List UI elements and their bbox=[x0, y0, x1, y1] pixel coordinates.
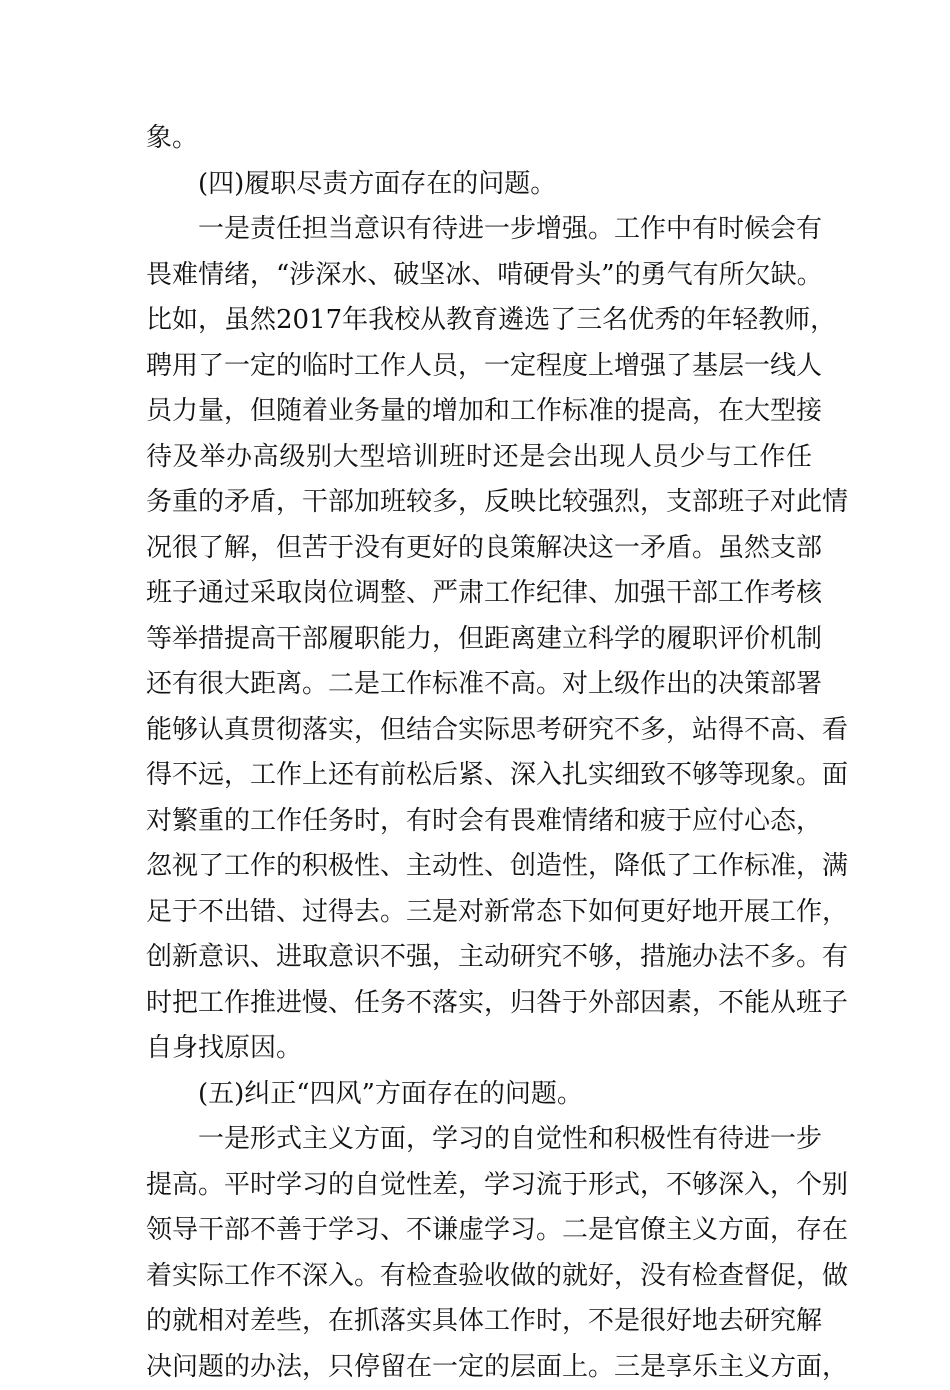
text-line: 待及举办高级别大型培训班时还是会出现人员少与工作任 bbox=[146, 435, 812, 481]
text-line: 时把工作推进慢、任务不落实，归咎于外部因素，不能从班子 bbox=[146, 981, 812, 1027]
text-line: 聘用了一定的临时工作人员，一定程度上增强了基层一线人 bbox=[146, 344, 812, 390]
document-body bbox=[146, 116, 812, 1390]
text-line: 务重的矛盾，干部加班较多，反映比较强烈，支部班子对此情 bbox=[146, 480, 812, 526]
text-line: (五)纠正“四风”方面存在的问题。 bbox=[146, 1072, 812, 1118]
text-line: 班子通过采取岗位调整、严肃工作纪律、加强干部工作考核 bbox=[146, 571, 812, 617]
text-line: 忽视了工作的积极性、主动性、创造性，降低了工作标准，满 bbox=[146, 844, 812, 890]
text-line: 的就相对差些，在抓落实具体工作时，不是很好地去研究解 bbox=[146, 1299, 812, 1345]
text-line: 得不远，工作上还有前松后紧、深入扎实细致不够等现象。面 bbox=[146, 753, 812, 799]
paragraph bbox=[146, 116, 812, 162]
text-line: (四)履职尽责方面存在的问题。 bbox=[146, 162, 812, 208]
text-line: 一是责任担当意识有待进一步增强。工作中有时候会有 bbox=[146, 207, 812, 253]
paragraph bbox=[146, 207, 812, 1072]
text-line: 领导干部不善于学习、不谦虚学习。二是官僚主义方面，存在 bbox=[146, 1208, 812, 1254]
text-line: 对繁重的工作任务时，有时会有畏难情绪和疲于应付心态， bbox=[146, 799, 812, 845]
text-line: 能够认真贯彻落实，但结合实际思考研究不多，站得不高、看 bbox=[146, 708, 812, 754]
text-line: 还有很大距离。二是工作标准不高。对上级作出的决策部署 bbox=[146, 662, 812, 708]
text-line: 提高。平时学习的自觉性差，学习流于形式，不够深入，个别 bbox=[146, 1163, 812, 1209]
text-line: 自身找原因。 bbox=[146, 1026, 812, 1072]
text-line: 况很了解，但苦于没有更好的良策解决这一矛盾。虽然支部 bbox=[146, 526, 812, 572]
section-heading bbox=[146, 162, 812, 208]
text-line: 比如，虽然2017年我校从教育遴选了三名优秀的年轻教师， bbox=[146, 298, 812, 344]
text-line: 决问题的办法，只停留在一定的层面上。三是享乐主义方面， bbox=[146, 1345, 812, 1390]
text-line: 等举措提高干部履职能力，但距离建立科学的履职评价机制 bbox=[146, 617, 812, 663]
text-line: 畏难情绪，“涉深水、破坚冰、啃硬骨头”的勇气有所欠缺。 bbox=[146, 253, 812, 299]
text-line: 足于不出错、过得去。三是对新常态下如何更好地开展工作， bbox=[146, 890, 812, 936]
text-line: 一是形式主义方面，学习的自觉性和积极性有待进一步 bbox=[146, 1117, 812, 1163]
section-heading bbox=[146, 1072, 812, 1118]
text-line: 创新意识、进取意识不强，主动研究不够，措施办法不多。有 bbox=[146, 935, 812, 981]
text-line: 象。 bbox=[146, 116, 812, 162]
text-line: 员力量，但随着业务量的增加和工作标准的提高，在大型接 bbox=[146, 389, 812, 435]
paragraph bbox=[146, 1117, 812, 1390]
text-line: 着实际工作不深入。有检查验收做的就好，没有检查督促，做 bbox=[146, 1254, 812, 1300]
